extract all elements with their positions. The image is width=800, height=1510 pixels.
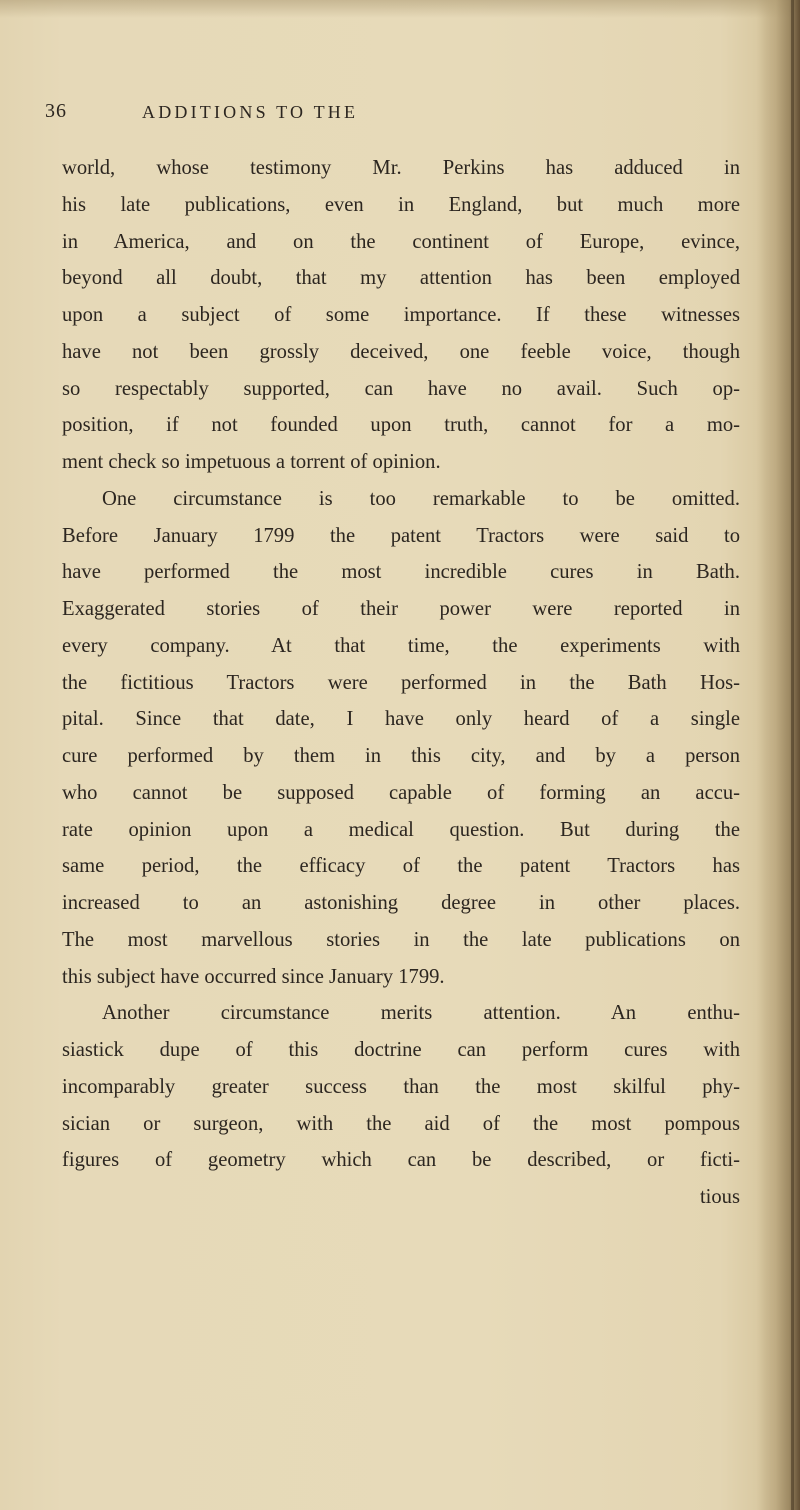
text-line: siastick dupe of this doctrine can perform cures with — [62, 1039, 740, 1061]
text-line: Before January 1799 the patent Tractors were said to — [62, 524, 740, 547]
text-line: world, whose testimony Mr. Perkins has adduced in — [62, 157, 740, 179]
text-line: this subject have occurred since January 1799. — [62, 965, 445, 988]
text-line: incomparably greater success than the most skilful phy- — [62, 1075, 740, 1098]
text-line: rate opinion upon a medical question. But during the — [62, 818, 740, 841]
page-header — [45, 100, 745, 130]
body-text — [62, 150, 740, 1216]
text-line: increased to an astonishing degree in other places. — [62, 892, 740, 914]
paragraph-start-line: One circumstance is too remarkable to be omitted. — [102, 487, 740, 510]
text-line: The most marvellous stories in the late publications on — [62, 928, 740, 951]
text-line: beyond all doubt, that my attention has been employed — [62, 267, 740, 290]
page-number: 36 — [45, 100, 67, 122]
text-line: his late publications, even in England, but much more — [62, 193, 740, 216]
text-line: figures of geometry which can be described, or ficti- — [62, 1149, 740, 1172]
text-line: have performed the most incredible cures in Bath. — [62, 561, 740, 584]
text-line: position, if not founded upon truth, cannot for a mo- — [62, 414, 740, 437]
text-line: who cannot be supposed capable of forming an accu- — [62, 781, 740, 804]
text-line: ment check so impetuous a torrent of opinion. — [62, 451, 441, 473]
page-binding-edge — [756, 0, 800, 1510]
text-line: same period, the efficacy of the patent Tractors has — [62, 855, 740, 878]
text-line: pital. Since that date, I have only heard of a single — [62, 708, 740, 731]
text-line: cure performed by them in this city, and by a person — [62, 745, 740, 767]
text-line: Exaggerated stories of their power were reported in — [62, 598, 740, 620]
text-line: have not been grossly deceived, one feeble voice, though — [62, 340, 740, 363]
paragraph-start-line: Another circumstance merits attention. An enthu- — [102, 1002, 740, 1025]
running-head: ADDITIONS TO THE — [142, 102, 359, 122]
catchword: tious — [699, 1186, 740, 1208]
text-line: upon a subject of some importance. If these witnesses — [62, 304, 740, 326]
text-line: the fictitious Tractors were performed in the Bath Hos- — [62, 671, 740, 694]
text-line: in America, and on the continent of Europe, evince, — [62, 230, 740, 253]
text-line: sician or surgeon, with the aid of the most pompous — [62, 1112, 740, 1135]
text-line: every company. At that time, the experiments with — [62, 634, 740, 657]
text-line: so respectably supported, can have no avail. Such op- — [62, 377, 740, 400]
page-top-shadow — [0, 0, 800, 18]
